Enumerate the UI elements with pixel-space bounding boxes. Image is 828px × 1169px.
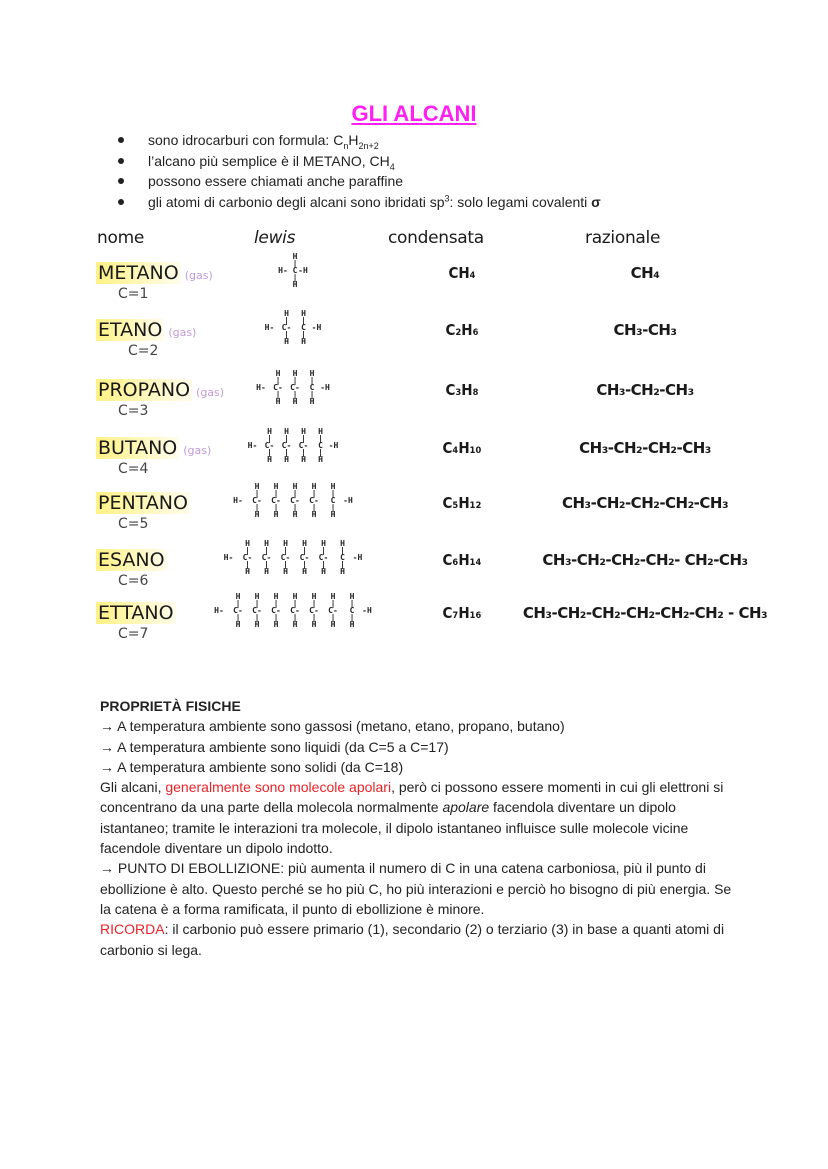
lewis-bond: | [283,560,288,569]
header-lewis: lewis [254,228,296,248]
lewis-h-atom: H- [233,496,243,505]
lewis-h-atom: -H [328,441,339,450]
lewis-h-atom: -H [320,383,330,392]
lewis-bond: | [245,560,250,569]
lewis-bond: | [309,390,315,399]
lewis-h-atom: H [330,592,336,601]
lewis-bond: | [330,599,336,608]
rational-formula: CH₃-CH₃ [613,321,677,339]
boiling-point-paragraph: → PUNTO DI EBOLLIZIONE: più aumenta il numero di C in una catena carboniosa, più il punto di ebollizione è alto. Questo perché se ho più C, ho più interazioni e perciò ho bisogno di più energia. Se la catena è a forma ramificata, il punto di ebollizione è minore. [100,860,732,917]
lewis-h-atom: H [321,567,326,576]
lewis-bond: | [301,330,306,339]
carbon-count: C=5 [118,516,149,532]
text: : il carbonio può essere primario (1), secondario (2) o terziario (3) in base a quanti atomi di carbonio si lega. [100,921,725,958]
lewis-h-atom: H [301,455,306,464]
lewis-c-atom: C- [264,441,275,450]
carbon-count: C=1 [118,286,149,302]
lewis-h-atom: H [301,427,306,436]
lewis-c-atom: C- [281,323,292,332]
lewis-bond: | [273,503,279,512]
lewis-h-atom: H [302,539,307,548]
lewis-bond: | [302,546,307,555]
alkane-name [96,319,196,341]
highlight-red: generalmente sono molecole apolari [165,779,392,796]
lewis-h-atom: H [273,620,279,629]
lewis-c-atom: C [301,323,306,332]
condensed-formula: C₂H₆ [445,321,479,339]
lewis-bond: | [330,613,336,622]
lewis-h-atom: H [301,309,306,318]
prop-line: → A temperatura ambiente sono gassosi (metano, etano, propano, butano) [100,718,565,735]
lewis-bond: | [245,546,250,555]
lewis-h-atom: -H [298,266,308,275]
alkane-name [96,492,194,514]
page-title: GLI ALCANI [351,101,477,126]
lewis-h-atom: H [311,482,317,491]
lewis-bond: | [292,376,298,385]
lewis-bond: | [284,448,289,457]
lewis-h-atom: H [301,337,306,346]
condensed-formula: C₃H₈ [445,381,479,399]
lewis-h-atom: H [330,510,336,519]
lewis-h-atom: H- [278,266,288,275]
lewis-bond: | [264,560,269,569]
proprieta-fisiche [100,696,740,960]
lewis-bond: | [273,613,279,622]
formula-sub: n [343,140,349,151]
lewis-h-atom: H [292,620,298,629]
lewis-bond: | [235,613,241,622]
condensed-formula: C₄H₁₀ [442,439,482,457]
lewis-bond: | [292,259,298,268]
alkane-name [96,262,213,284]
lewis-h-atom: H [245,567,250,576]
lewis-bond: | [292,390,298,399]
lewis-h-atom: H [273,592,279,601]
lewis-c-atom: C [292,266,298,275]
prop-line: → A temperatura ambiente sono liquidi (da C=5 a C=17) [100,738,449,755]
lewis-h-atom: H [309,397,315,406]
lewis-h-atom: H [264,567,269,576]
lewis-bond: | [292,613,298,622]
lewis-h-atom: H [275,397,281,406]
lewis-h-atom: H- [256,383,266,392]
lewis-h-atom: H [340,567,345,576]
lewis-bond: | [301,316,306,325]
intro-bullets [115,130,601,212]
lewis-h-atom: H [254,510,260,519]
lewis-bond: | [340,546,345,555]
gas-note: (gas) [183,444,212,457]
lewis-bond: | [284,330,289,339]
lewis-c-atom: C- [281,441,292,450]
name-label: ETTANO [98,602,174,624]
lewis-bond: | [284,434,289,443]
rational-formula: CH₃-CH₂-CH₂-CH₂-CH₂-CH₂ - CH₃ [522,604,768,622]
lewis-h-atom: H [254,592,260,601]
name-label: METANO [98,262,179,284]
carbon-count: C=6 [118,573,149,589]
lewis-h-atom: H [292,397,298,406]
section-heading: PROPRIETÀ FISICHE [100,698,241,714]
lewis-h-atom: H [330,620,336,629]
rational-formula: CH₄ [630,264,660,282]
sigma-symbol: σ [591,193,601,210]
lewis-h-atom: H [311,592,317,601]
lewis-bond: | [311,489,317,498]
lewis-h-atom: H [292,252,298,261]
lewis-h-atom: H [321,539,326,548]
formula-sub: 2n+2 [358,140,379,151]
lewis-h-atom: H [311,620,317,629]
condensed-formula: C₅H₁₂ [442,494,482,512]
lewis-h-atom: H [292,482,298,491]
lewis-bond: | [311,503,317,512]
lewis-bond: | [292,503,298,512]
lewis-c-atom: C- [309,496,319,505]
lewis-bond: | [275,390,281,399]
lewis-h-atom: H [292,280,298,289]
carbon-count: C=7 [118,626,149,642]
lewis-h-atom: H [311,510,317,519]
lewis-h-atom: H- [247,441,258,450]
lewis-bond: | [340,560,345,569]
lewis-c-atom: C- [261,553,272,562]
lewis-h-atom: H [235,620,241,629]
lewis-h-atom: H [254,620,260,629]
lewis-c-atom: C- [273,383,283,392]
lewis-h-atom: H [283,539,288,548]
lewis-h-atom: H [267,455,272,464]
lewis-bond: | [267,434,272,443]
gas-note: (gas) [184,269,213,282]
lewis-h-atom: H [245,539,250,548]
formula-c: C [333,132,344,148]
name-label: PROPANO [98,379,191,401]
lewis-bond: | [311,599,317,608]
carbon-count: C=2 [128,343,159,359]
lewis-c-atom: C- [252,606,262,615]
rational-formula: CH₃-CH₂-CH₂-CH₂-CH₃ [561,494,729,512]
lewis-bond: | [309,376,315,385]
bullet-text: : solo legami covalenti [449,193,592,210]
lewis-bond: | [273,489,279,498]
lewis-c-atom: C [349,606,355,615]
bullet-metano [115,151,601,172]
header-condensata: condensata [388,228,484,248]
bullet-ibridazione [115,192,601,213]
lewis-bond: | [254,489,260,498]
lewis-bond: | [235,599,241,608]
lewis-bond: | [321,546,326,555]
lewis-h-atom: H [330,482,336,491]
lewis-bond: | [264,546,269,555]
lewis-bond: | [292,273,298,282]
gas-note: (gas) [168,326,197,339]
lewis-bond: | [283,546,288,555]
lewis-h-atom: H [284,309,289,318]
name-label: ESANO [98,549,165,571]
lewis-h-atom: H [340,539,345,548]
lewis-h-atom: H [349,592,355,601]
text: facendola diventare un dipolo istantaneo; tramite le interazioni tra molecole, il dipolo istantaneo influisce sulle molecole vicine facendole diventare un dipolo indotto. [100,799,689,857]
bullet-text: sono idrocarburi con formula: [148,132,334,148]
rational-formula: CH₃-CH₂-CH₃ [596,381,694,399]
lewis-bond: | [292,489,298,498]
lewis-h-atom: H [273,482,279,491]
lewis-h-atom: H [284,337,289,346]
prop-line: → A temperatura ambiente sono solidi (da C=18) [100,758,404,775]
bullet-text: possono essere chiamati anche paraffine [148,173,404,189]
lewis-h-atom: H [273,510,279,519]
lewis-h-atom: H [284,455,289,464]
lewis-h-atom: -H [343,496,353,505]
lewis-c-atom: C- [280,553,291,562]
lewis-bond: | [273,599,279,608]
header-nome: nome [97,228,144,248]
lewis-h-atom: H [309,369,315,378]
bullet-text: gli atomi di carbonio degli alcani sono ibridati sp [148,193,445,210]
lewis-c-atom: C- [299,553,310,562]
lewis-bond: | [330,489,336,498]
bullet-paraffine [115,171,601,192]
ricorda-label: RICORDA [100,921,165,938]
lewis-h-atom: H [292,510,298,519]
lewis-c-atom: C- [271,496,281,505]
lewis-h-atom: H [292,369,298,378]
lewis-c-atom: C- [328,606,338,615]
condensed-formula: CH₄ [448,264,476,282]
lewis-h-atom: H- [223,553,234,562]
ricorda-paragraph [100,919,740,960]
lewis-h-atom: H- [264,323,275,332]
lewis-h-atom: H [275,369,281,378]
italic-text: apolare [442,799,490,816]
lewis-bond: | [318,448,323,457]
lewis-c-atom: C- [271,606,281,615]
lewis-bond: | [254,599,260,608]
lewis-h-atom: H [264,539,269,548]
lewis-h-atom: H [349,620,355,629]
condensed-formula: C₇H₁₆ [442,604,482,622]
lewis-c-atom: C- [290,383,300,392]
lewis-bond: | [254,503,260,512]
lewis-h-atom: H [302,567,307,576]
formula-sub: 4 [389,161,395,172]
lewis-bond: | [321,560,326,569]
text: , però ci possono essere momenti in cui gli elettroni si concentrano da una parte della molecola normalmente [100,779,724,816]
condensed-formula: C₆H₁₄ [442,551,482,569]
lewis-bond: | [349,599,355,608]
name-label: ETANO [98,319,163,341]
lewis-bond: | [275,376,281,385]
lewis-bond: | [330,503,336,512]
lewis-bond: | [318,434,323,443]
formula-sup: 3 [444,192,450,203]
name-label: PENTANO [98,492,188,514]
apolar-paragraph [100,777,740,858]
lewis-h-atom: -H [352,553,363,562]
lewis-bond: | [284,316,289,325]
gas-note: (gas) [196,386,225,399]
alkane-name [96,602,180,624]
lewis-h-atom: H [292,592,298,601]
rational-formula: CH₃-CH₂-CH₂-CH₂- CH₂-CH₃ [542,551,748,569]
lewis-h-atom: -H [362,606,372,615]
lewis-bond: | [292,599,298,608]
lewis-h-atom: H [284,427,289,436]
lewis-bond: | [349,613,355,622]
lewis-c-atom: C [330,496,336,505]
bullet-text: l’alcano più semplice è il METANO, CH [148,152,390,169]
lewis-c-atom: C- [309,606,319,615]
lewis-h-atom: H [318,427,323,436]
lewis-c-atom: C- [242,553,253,562]
lewis-bond: | [301,448,306,457]
alkane-name [96,437,211,459]
lewis-c-atom: C- [290,496,300,505]
lewis-c-atom: C- [233,606,243,615]
lewis-c-atom: C [340,553,345,562]
lewis-bond: | [311,613,317,622]
alkane-name [96,379,224,401]
lewis-h-atom: -H [311,323,322,332]
formula-h: H [348,132,359,148]
lewis-h-atom: H [235,592,241,601]
lewis-h-atom: H [283,567,288,576]
alkane-name [96,549,171,571]
header-razionale: razionale [585,228,661,248]
lewis-c-atom: C [309,383,315,392]
lewis-h-atom: H [318,455,323,464]
lewis-h-atom: H [254,482,260,491]
text: Gli alcani, [100,779,166,796]
lewis-c-atom: C [318,441,323,450]
lewis-bond: | [302,560,307,569]
name-label: BUTANO [98,437,178,459]
lewis-c-atom: C- [298,441,309,450]
bullet-formula [115,130,601,151]
rational-formula: CH₃-CH₂-CH₂-CH₃ [579,439,711,457]
lewis-h-atom: H- [214,606,224,615]
lewis-bond: | [301,434,306,443]
lewis-h-atom: H [267,427,272,436]
lewis-c-atom: C- [252,496,262,505]
lewis-c-atom: C- [290,606,300,615]
lewis-c-atom: C- [318,553,329,562]
carbon-count: C=4 [118,461,149,477]
lewis-bond: | [267,448,272,457]
lewis-bond: | [254,613,260,622]
carbon-count: C=3 [118,403,149,419]
